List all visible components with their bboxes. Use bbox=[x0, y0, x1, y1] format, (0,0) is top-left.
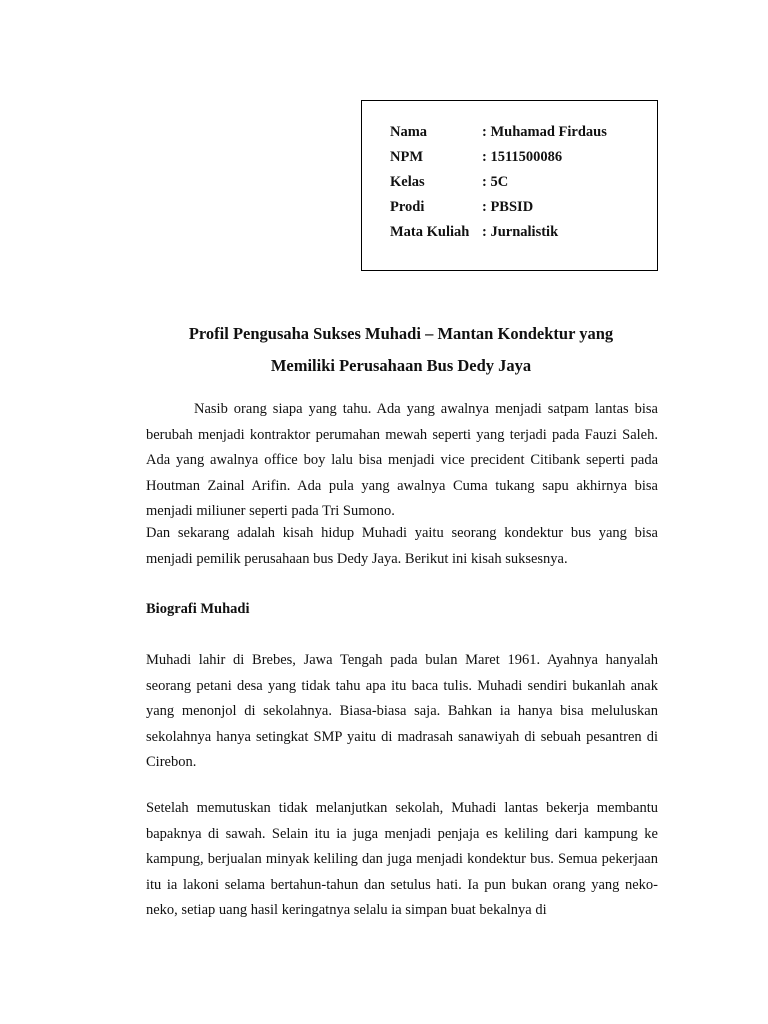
identity-row-prodi bbox=[390, 199, 607, 224]
identity-value: : 5C bbox=[482, 174, 509, 190]
student-identity-box bbox=[361, 100, 658, 271]
intro-paragraph: Nasib orang siapa yang tahu. Ada yang awalnya menjadi satpam lantas bisa berubah menjadi kontraktor perumahan mewah seperti yang terjadi pada Fauzi Saleh. Ada yang awalnya office boy lalu bisa menjadi vice precident Citibank seperti pada Houtman Zainal Arifin. Ada pula yang awalnya Cuma tukang sapu akhirnya bisa menjadi miliuner seperti pada Tri Sumono. bbox=[146, 401, 658, 519]
identity-value: : 1511500086 bbox=[482, 149, 563, 165]
identity-value: : Muhamad Firdaus bbox=[482, 124, 607, 140]
title-line-1: Profil Pengusaha Sukses Muhadi – Mantan Kondektur yang bbox=[188, 324, 614, 343]
title-line-2: Memiliki Perusahaan Bus Dedy Jaya bbox=[270, 356, 532, 375]
identity-row-npm bbox=[390, 149, 607, 174]
identity-row-mata-kuliah bbox=[390, 224, 607, 249]
identity-row-kelas bbox=[390, 174, 607, 199]
article-title bbox=[145, 318, 657, 382]
identity-label: Mata Kuliah bbox=[390, 224, 470, 240]
transition-paragraph: Dan sekarang adalah kisah hidup Muhadi yaitu seorang kondektur bus yang bisa menjadi pemilik perusahaan bus Dedy Jaya. Berikut ini kisah suksesnya. bbox=[146, 525, 658, 567]
career-paragraph: Setelah memutuskan tidak melanjutkan sekolah, Muhadi lantas bekerja membantu bapaknya di sawah. Selain itu ia juga menjadi penjaja es keliling dari kampung ke kampung, berjualan minyak keliling dan juga menjadi kondektur bus. Semua pekerjaan itu ia lakoni selama bertahun-tahun dan setulus hati. Ia pun bukan orang yang neko-neko, setiap uang hasil keringatnya selalu ia simpan buat bekalnya di bbox=[146, 800, 658, 918]
identity-table bbox=[390, 124, 607, 249]
identity-value: : Jurnalistik bbox=[482, 224, 559, 240]
identity-label: Kelas bbox=[390, 174, 425, 190]
identity-label: Nama bbox=[390, 124, 428, 140]
identity-label: NPM bbox=[390, 149, 424, 165]
identity-row-nama bbox=[390, 124, 607, 149]
identity-label: Prodi bbox=[390, 199, 425, 215]
identity-value: : PBSID bbox=[482, 199, 534, 215]
biography-paragraph: Muhadi lahir di Brebes, Jawa Tengah pada bulan Maret 1961. Ayahnya hanyalah seorang petani desa yang tidak tahu apa itu baca tulis. Muhadi sendiri bukanlah anak yang menonjol di sekolahnya. Biasa-biasa saja. Bahkan ia hanya bisa meluluskan sekolahnya hanya setingkat SMP yaitu di madrasah sanawiyah di sebuah pesantren di Cirebon. bbox=[146, 652, 658, 770]
section-heading-biografi: Biografi Muhadi bbox=[146, 601, 250, 617]
